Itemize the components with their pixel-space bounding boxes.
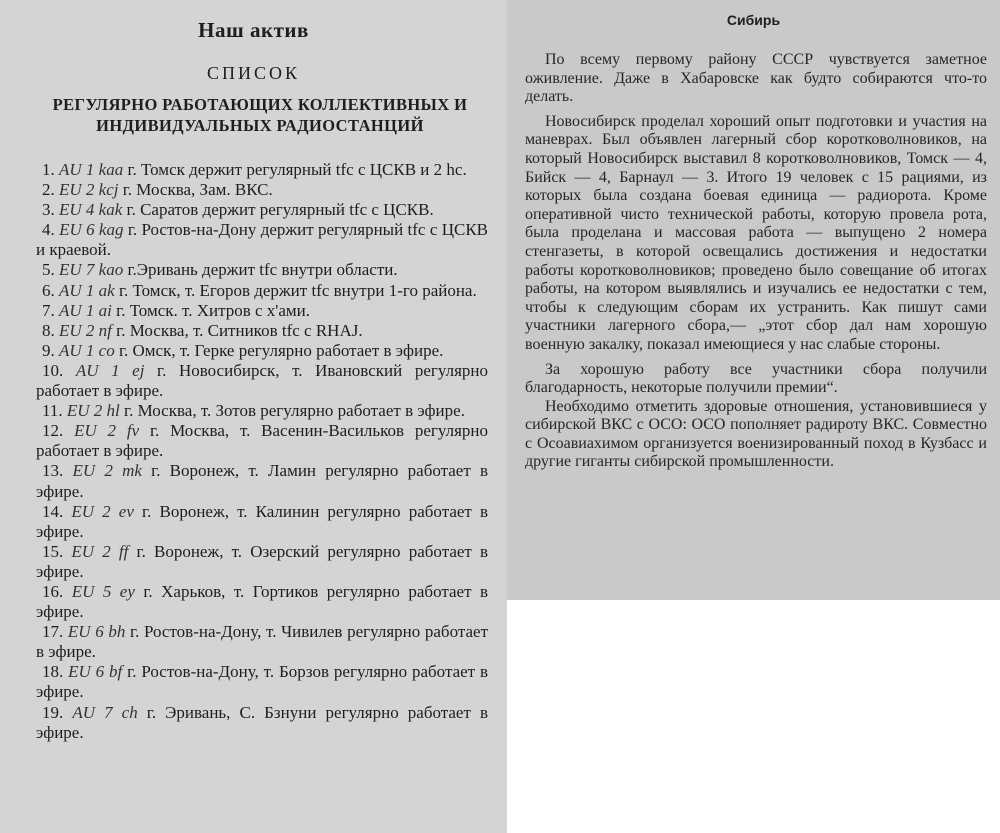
item-text: г. Воронеж, т. Калинин регулярно работает в эфире. xyxy=(36,501,489,541)
call-sign: AU 1 ak xyxy=(59,280,115,300)
item-text: г. Москва, т. Васенин-Васильков регулярно работает в эфире. xyxy=(36,421,488,461)
item-text: г. Москва, т. Ситников tfc с RHAJ. xyxy=(116,320,363,340)
item-number: 11. xyxy=(42,401,63,421)
call-sign: EU 7 kao xyxy=(59,260,124,280)
item-number: 5. xyxy=(42,260,55,280)
station-list-item xyxy=(36,421,488,461)
right-column-scan xyxy=(507,0,1000,600)
item-number: 9. xyxy=(42,340,55,360)
call-sign: AU 1 ai xyxy=(59,300,112,320)
station-list-item xyxy=(36,361,488,401)
item-number: 1. xyxy=(42,160,55,179)
station-list-item xyxy=(36,200,488,220)
item-text: г.Эривань держит tfc внутри области. xyxy=(127,260,398,280)
article-paragraph: Необходимо отметить здоровые отношения, установившиеся у сибирской ВКС с ОСО: ОСО пополняет радироту ВКС. Совместно с Осоавиахимом организуется военизированный поход в Кузбасс и другие гиганты сибирской промышленности. xyxy=(525,397,987,471)
item-text: г. Эривань, С. Бзнуни регулярно работает в эфире. xyxy=(36,702,488,742)
item-text: г. Новосибирск, т. Ивановский регулярно работает в эфире. xyxy=(36,360,488,401)
article-title: Сибирь xyxy=(726,12,781,28)
item-number: 7. xyxy=(42,300,55,320)
item-text: г. Воронеж, т. Ламин регулярно работает в эфире. xyxy=(36,461,489,501)
call-sign: EU 2 ev xyxy=(71,501,134,521)
station-list-item xyxy=(36,180,488,200)
call-sign: EU 2 mk xyxy=(72,461,142,481)
call-sign: EU 4 kak xyxy=(59,200,123,220)
station-list-item xyxy=(36,461,488,501)
article-paragraph: За хорошую работу все участники сбора получили благодарность, некоторые получили премии“. xyxy=(525,360,987,397)
item-text: г. Москва, т. Зотов регулярно работает в эфире. xyxy=(124,401,465,421)
item-number: 16. xyxy=(42,581,64,601)
call-sign: EU 6 bf xyxy=(68,662,123,682)
call-sign: EU 2 nf xyxy=(59,320,112,340)
item-text: г. Воронеж, т. Озерский регулярно работает в эфире. xyxy=(36,541,489,581)
item-number: 14. xyxy=(42,501,64,521)
item-text: г. Ростов-на-Дону, т. Борзов регулярно работает в эфире. xyxy=(36,662,489,702)
item-number: 3. xyxy=(42,200,55,220)
list-heading: СПИСОК xyxy=(206,63,300,83)
call-sign: AU 1 ej xyxy=(75,360,145,380)
item-text: г. Саратов держит регулярный tfc с ЦСКВ. xyxy=(126,200,434,220)
item-number: 10. xyxy=(42,360,64,380)
station-list-item xyxy=(36,662,488,702)
station-list-item xyxy=(36,321,488,341)
call-sign: AU 1 co xyxy=(59,340,115,360)
station-list-item xyxy=(36,160,488,180)
item-text: г. Томск, т. Егоров держит tfc внутри 1-го района. xyxy=(118,280,477,300)
station-list-item xyxy=(36,622,488,662)
call-sign: AU 1 kaa xyxy=(59,160,124,179)
item-number: 18. xyxy=(42,662,64,682)
article-paragraph: По всему первому району СССР чувствуется заметное оживление. Даже в Хабаровске как будто собираются что-то делать. xyxy=(525,51,987,106)
call-sign: EU 2 fv xyxy=(74,421,140,441)
item-number: 17. xyxy=(42,622,64,642)
item-number: 19. xyxy=(42,702,64,722)
station-list-item xyxy=(36,502,488,542)
item-number: 8. xyxy=(42,320,55,340)
item-text: г. Ростов-на-Дону, т. Чивилев регулярно работает в эфире. xyxy=(36,622,489,662)
item-number: 2. xyxy=(42,180,55,200)
call-sign: EU 2 hl xyxy=(66,401,120,421)
call-sign: EU 6 kag xyxy=(59,220,124,240)
call-sign: EU 5 ey xyxy=(71,581,135,601)
item-number: 15. xyxy=(42,541,64,561)
item-number: 12. xyxy=(42,421,64,441)
call-sign: EU 6 bh xyxy=(67,622,126,642)
item-text: г. Омск, т. Герке регулярно работает в эфире. xyxy=(118,340,444,360)
section-title: Наш актив xyxy=(198,18,309,42)
item-text: г. Москва, Зам. ВКС. xyxy=(122,180,273,200)
item-text: г. Томск. т. Хитров с х'ами. xyxy=(116,300,310,320)
item-number: 13. xyxy=(42,461,64,481)
station-list-item xyxy=(36,401,488,421)
station-list-item xyxy=(36,341,488,361)
call-sign: EU 2 kcj xyxy=(59,180,119,200)
station-list xyxy=(36,160,488,743)
station-list-item xyxy=(36,301,488,321)
station-list-item xyxy=(36,542,488,582)
call-sign: AU 7 ch xyxy=(72,702,138,722)
item-text: г. Харьков, т. Гортиков регулярно работает в эфире. xyxy=(36,581,488,622)
station-list-item xyxy=(36,281,488,301)
article-paragraph: Новосибирск проделал хороший опыт подготовки и участия на маневрах. Был объявлен лагерный сбор коротковолновиков, на который Новосибирск выставил 8 коротковолновиков, Томск — 4, Бийск — 4, Барнаул — 3. Итого 19 человек с 15 рациями, из которых была создана боевая единица — радиорота. Кроме оперативной чисто технической работы, которую провела рота, была проделана и массовая работа — выпущено 2 номера стенгазеты, в которой освещались достижения и недостатки работы коротковолновиков; проведено было совещание об итогах работы, на котором выявлялись и изучались ее недостатки с тем, чтобы к следующим сборам их устранить. Как пишут сами участники лагерного сбора,— „этот сбор дал нам хорошую военную закалку, показал имеющиеся у нас слабые стороны. xyxy=(525,112,987,353)
station-list-item xyxy=(36,703,488,743)
item-text: г. Ростов-на-Дону держит регулярный tfc с ЦСКВ и краевой. xyxy=(36,220,488,260)
article-body xyxy=(525,51,987,478)
item-number: 4. xyxy=(42,220,55,240)
station-list-item xyxy=(36,582,488,622)
station-list-item xyxy=(36,220,488,260)
station-list-item xyxy=(36,260,488,280)
item-text: г. Томск держит регулярный tfc с ЦСКВ и 2 hc. xyxy=(127,160,467,179)
list-subtitle: РЕГУЛЯРНО РАБОТАЮЩИХ КОЛЛЕКТИВНЫХ И ИНДИВИДУАЛЬНЫХ РАДИОСТАНЦИЙ xyxy=(52,95,468,135)
item-number: 6. xyxy=(42,280,55,300)
call-sign: EU 2 ff xyxy=(71,541,129,561)
